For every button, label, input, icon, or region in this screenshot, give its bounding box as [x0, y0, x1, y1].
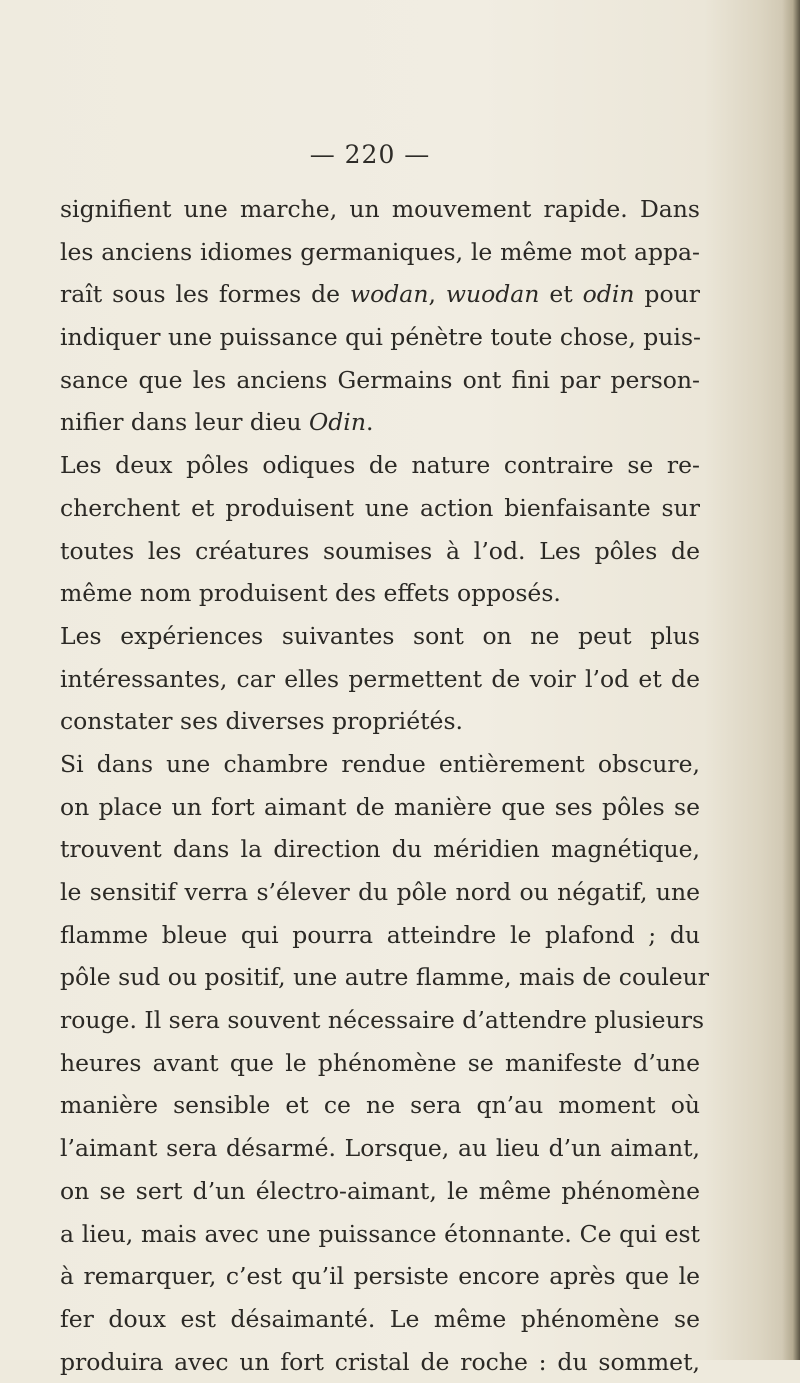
italic-word: wuodan [445, 280, 540, 309]
text-line: Si dans une chambre rendue entièrement obscure, [60, 749, 700, 778]
body-text [60, 188, 710, 1383]
text-line: toutes les créatures soumises à l’od. Les pôles de [60, 536, 700, 565]
italic-word: odin [582, 280, 635, 309]
text-line: heures avant que le phénomène se manifeste d’une [60, 1048, 700, 1077]
text-line: Les deux pôles odiques de nature contraire se re- [60, 451, 700, 480]
italic-word: Odin [309, 408, 366, 437]
text-line: constater ses diverses propriétés. [60, 707, 463, 736]
italic-word: wodan [350, 280, 429, 309]
text-line: pôle sud ou positif, une autre flamme, mais de couleur [60, 963, 710, 992]
text-line: nifier dans leur dieu Odin. [60, 408, 374, 437]
text-line: à remarquer, c’est qu’il persiste encore après que le [60, 1262, 700, 1291]
text-line: les anciens idiomes germaniques, le même mot appa- [60, 237, 700, 266]
page-number: — 220 — [309, 140, 431, 169]
text-line: l’aimant sera désarmé. Lorsque, au lieu d’un aimant, [60, 1134, 700, 1163]
text-line: sance que les anciens Germains ont fini par person- [60, 365, 700, 394]
text-line: on se sert d’un électro-aimant, le même phénomène [60, 1176, 700, 1205]
text-line: on place un fort aimant de manière que ses pôles se [60, 792, 700, 821]
text-line: fer doux est désaimanté. Le même phénomène se [60, 1304, 700, 1333]
text-line: le sensitif verra s’élever du pôle nord ou négatif, une [60, 878, 700, 906]
text-line: manière sensible et ce ne sera qn’au moment où [60, 1091, 700, 1120]
text-line: cherchent et produisent une action bienfaisante sur [60, 493, 700, 522]
text-line: rouge. Il sera souvent nécessaire d’attendre plusieurs [60, 1006, 705, 1035]
text-line: produira avec un fort cristal de roche : du sommet, [60, 1347, 700, 1376]
text-line: a lieu, mais avec une puissance étonnante. Ce qui est [60, 1219, 700, 1248]
text-line: raît sous les formes de wodan, wuodan et odin pour [60, 280, 700, 309]
text-line: même nom produisent des effets opposés. [60, 579, 561, 608]
page-edge-shadow [782, 0, 800, 1360]
text-line: trouvent dans la direction du méridien magnétique, [60, 835, 700, 864]
text-line: intéressantes, car elles permettent de voir l’od et de [60, 664, 700, 693]
text-line: flamme bleue qui pourra atteindre le plafond ; du [60, 920, 700, 949]
text-line: signifient une marche, un mouvement rapide. Dans [60, 195, 700, 223]
text-line: Les expériences suivantes sont on ne peut plus [60, 621, 700, 650]
text-line: indiquer une puissance qui pénètre toute chose, puis- [60, 323, 701, 352]
